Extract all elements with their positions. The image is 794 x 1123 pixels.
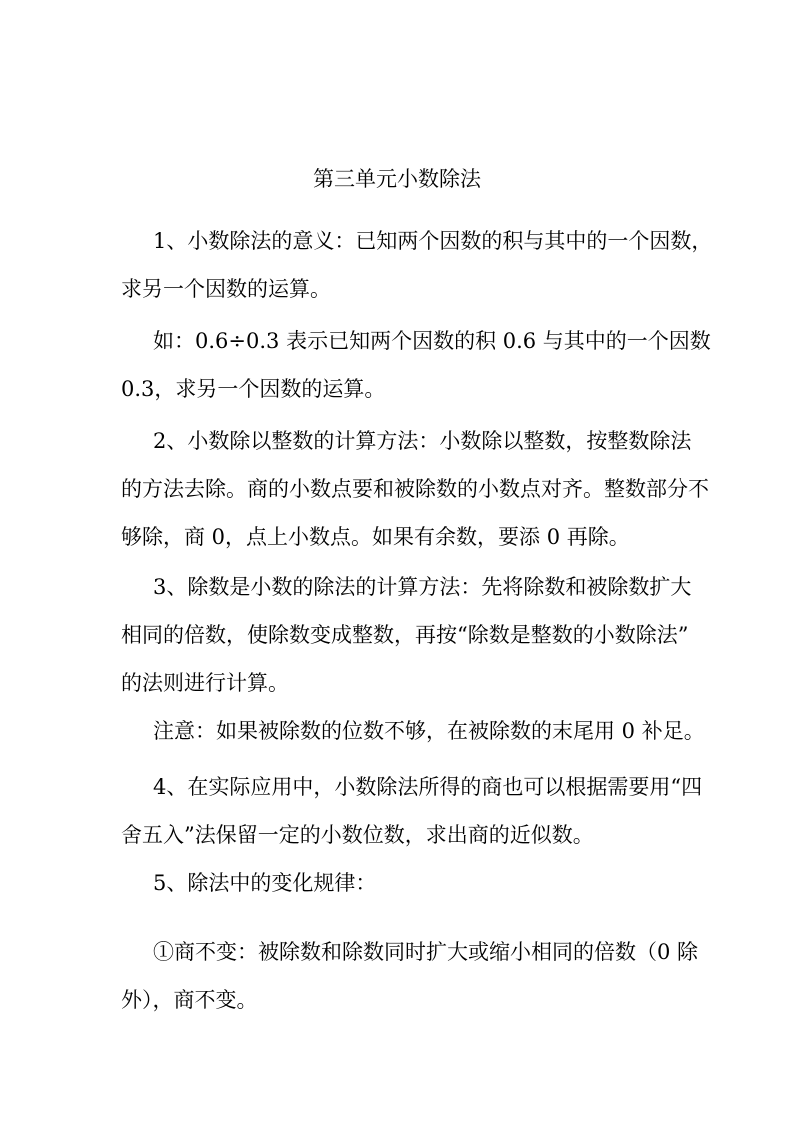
paragraph-rounding-application xyxy=(121,763,703,859)
paragraph-line: 相同的倍数，使除数变成整数，再按“除数是整数的小数除法” xyxy=(121,623,689,647)
paragraph-example xyxy=(121,317,711,413)
paragraph-line: 1、小数除法的意义：已知两个因数的积与其中的一个因数， xyxy=(153,229,713,253)
paragraph-line: 的方法去除。商的小数点要和被除数的小数点对齐。整数部分不 xyxy=(121,477,709,501)
paragraph-line: 0.3，求另一个因数的运算。 xyxy=(121,377,386,401)
paragraph-quotient-unchanged-rule xyxy=(121,928,699,1024)
paragraph-line: 舍五入”法保留一定的小数位数，求出商的近似数。 xyxy=(121,823,594,847)
paragraph-line: 外），商不变。 xyxy=(121,988,258,1012)
paragraph-decimal-divisor-method xyxy=(121,563,692,707)
paragraph-line: 的法则进行计算。 xyxy=(121,671,289,695)
paragraph-line: 注意：如果被除数的位数不够，在被除数的末尾用 0 补足。 xyxy=(153,719,705,743)
paragraph-line: 3、除数是小数的除法的计算方法：先将除数和被除数扩大 xyxy=(153,575,692,599)
paragraph-division-change-rules xyxy=(121,859,679,907)
document-title: 第三单元小数除法 xyxy=(313,167,481,191)
paragraph-note xyxy=(121,707,705,755)
paragraph-line: 4、在实际应用中，小数除法所得的商也可以根据需要用“四 xyxy=(153,775,703,799)
paragraph-line: 够除，商 0，点上小数点。如果有余数，要添 0 再除。 xyxy=(121,525,630,549)
paragraph-line: 2、小数除以整数的计算方法：小数除以整数，按整数除法 xyxy=(153,429,692,453)
paragraph-line: ①商不变：被除数和除数同时扩大或缩小相同的倍数（0 除 xyxy=(153,940,699,964)
paragraph-decimal-by-integer-method xyxy=(121,417,709,561)
paragraph-line: 求另一个因数的运算。 xyxy=(121,277,331,301)
paragraph-line: 5、除法中的变化规律： xyxy=(153,871,377,895)
paragraph-line: 如：0.6÷0.3 表示已知两个因数的积 0.6 与其中的一个因数 xyxy=(153,329,711,353)
paragraph-decimal-division-meaning xyxy=(121,217,713,313)
